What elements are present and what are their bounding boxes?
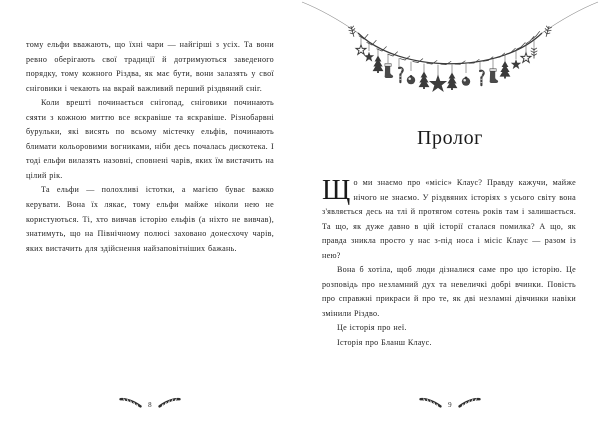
candy-cane-icon (156, 397, 182, 409)
paragraph: Це історія про неї. (337, 323, 407, 333)
page-number: 8 (148, 401, 152, 409)
folio-right (300, 394, 600, 412)
paragraph: тому ельфи вважають, що їхні чари — найгірші з усіх. Та вони ревно оберігають свої традиції й дотримуються заведеного порядку, тому кожного Різдва, як має бути, вони залазять у свої сніговики і чекають на вкрай важливий перший різдвяний сніг. (26, 40, 274, 93)
paragraph-text: о ми знаємо про «місіс» Клаус? Правду кажучи, майже нічого не знаємо. У різдвяних історіях з усього світу вона з'являється десь на тлі й протягом сотень років там і залишається. Та що, як дуже давно в цій історії сталася помилка? А що, як правда зникла просто у нас з-під носа і місіс Клаус — разом із нею? (322, 178, 576, 260)
christmas-garland-illustration (300, 0, 600, 120)
paragraph: Коли врешті починається снігопад, сніговики починають сяяти з кожною миттю все яскравіше та яскравіше. Різнобарвні бурульки, які висять по всьому містечку ельфів, починають блимати кольоровими вогниками, ніби десь почалась дискотека. І тоді ельфи вилазять назовні, сповнені чарів, яких їм вистачить на цілий рік. (26, 98, 274, 180)
paragraph: Вона б хотіла, щоб люди дізналися саме про цю історію. Це розповідь про незламний дух та невеличкі добрі вчинки. Повість про справжні прикраси й про те, як дві незламні дівчинки навіки змінили Різдво. (322, 265, 576, 318)
folio-left (0, 394, 300, 412)
right-page (300, 0, 600, 434)
paragraph: Історія про Бланш Клаус. (337, 338, 432, 348)
paragraph: Та ельфи — полохливі істотки, а магією буває важко керувати. Вона їх лякає, тому ельфи майже ніколи нею не користуються. Ті, хто вивчав історію ельфів (а ніхто не вивчав), знатимуть, що на Північному полюсі заховано донесхочу чарів, яких вистачить для здійснення найзаповітніших бажань. (26, 185, 274, 253)
drop-cap: Щ (322, 175, 351, 206)
candy-cane-icon (418, 397, 444, 409)
chapter-title: Пролог (417, 127, 483, 149)
page-number: 9 (448, 401, 452, 409)
paragraph-with-dropcap (322, 176, 576, 263)
left-page-body (26, 38, 274, 256)
candy-cane-icon (118, 397, 144, 409)
candy-cane-icon (456, 397, 482, 409)
right-page-body (322, 176, 576, 351)
